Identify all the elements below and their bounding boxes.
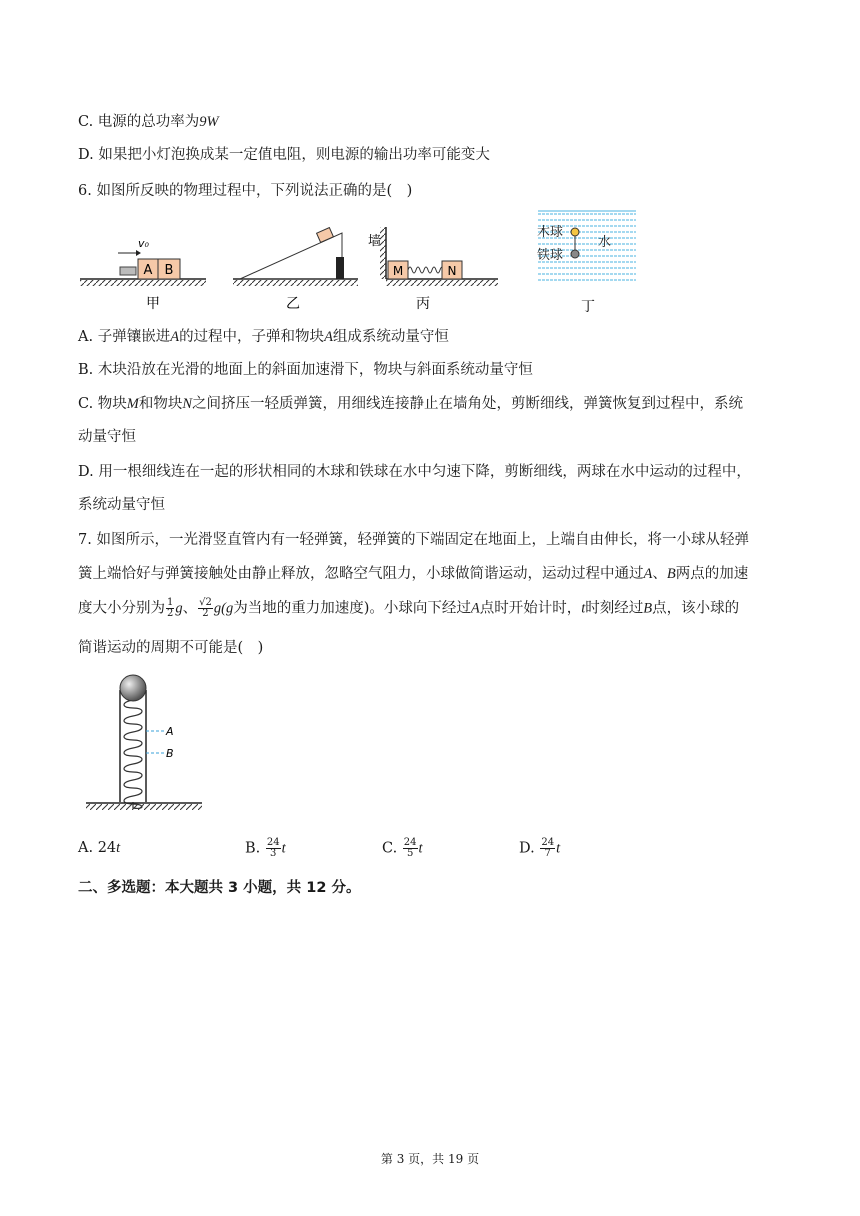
frac-den: 5 [406,848,414,859]
frac-num: 24 [266,837,280,848]
bullet-icon [120,267,136,275]
var-t: t [556,840,561,857]
label-bing: 丙 [416,296,430,312]
var-a: A [170,329,180,345]
diagram-bing [368,227,498,312]
var-t: t [418,840,423,857]
q7-stem-line4: 简谐运动的周期不可能是( ) [78,640,264,656]
ball [120,675,146,701]
q7-stem-line2 [78,564,748,584]
label-ding: 丁 [581,299,595,315]
opt-label: D. [519,840,540,857]
diagram-yi [233,228,358,312]
wood-ball [571,228,579,236]
q6-option-c-line1 [78,394,743,414]
point-b-label: B [166,747,174,760]
water-label: 水 [598,235,612,250]
q6-option-a [78,327,449,347]
q5c-value: 9 [199,114,207,130]
q7-option-b [245,838,286,859]
text-seg: 、 [652,566,667,582]
q7-option-c [382,838,423,859]
var-a: A [324,329,333,345]
block-a-label: A [143,263,153,278]
var-b: B [643,600,653,617]
opt-label: B. [245,840,265,857]
section-heading: 二、多选题：本大题共 3 小题，共 12 分。 [78,880,361,896]
text-seg: A. 子弹镶嵌进 [78,329,171,345]
iron-ball [571,250,579,258]
text-seg: 度大小分别为 [78,600,165,617]
arrow-right-icon [136,250,141,256]
text-seg: 、 [182,600,198,617]
wood-block [317,228,334,243]
q6-option-b: B. 木块沿放在光滑的地面上的斜面加速滑下，物块与斜面系统动量守恒 [78,362,533,378]
var-a: A [643,566,653,582]
diagram-ding [537,209,636,315]
wood-ball-label: 木球 [537,225,564,240]
label-jia: 甲 [146,296,160,312]
q7-stem-line1: 7. 如图所示，一光滑竖直管内有一轻弹簧，轻弹簧的下端固定在地面上，上端自由伸长，将一小球从轻弹 [78,532,749,548]
text-seg: 点，该小球的 [652,600,740,617]
text-seg: 时刻经过 [585,600,644,617]
v0-label: v₀ [138,237,149,250]
var-m: M [126,396,139,412]
q6-stem: 6. 如图所反映的物理过程中，下列说法正确的是( ) [78,183,413,199]
frac-num: 24 [541,837,555,848]
frac-den: 2 [202,608,209,619]
page-footer: 第 3 页，共 19 页 [380,1152,480,1166]
fraction-half [166,598,174,619]
text-seg: 点时开始计时， [479,600,582,617]
text-seg: 两点的加速 [675,566,749,582]
text-seg: 和物块 [138,396,183,412]
block-m-label: M [392,264,404,278]
opt-label: A. 24 [78,840,117,856]
fraction-root2-over-2 [198,598,213,619]
q7-figure [84,672,208,817]
label-yi: 乙 [286,296,300,312]
q6-option-c-line2: 动量守恒 [78,429,136,445]
incline-stop [336,257,344,279]
text-seg: 为当地的重力加速度)。小球向下经过 [233,600,471,617]
block-b-label: B [164,263,174,278]
diagram-jia [80,237,206,312]
q5-option-c [78,112,219,132]
iron-ball-label: 铁球 [537,248,564,263]
var-t: t [281,840,286,857]
var-g: g( [213,600,226,617]
q7-stem-line3 [78,598,739,619]
frac-num: √2 [199,597,212,608]
var-n: N [182,396,193,412]
opt-label: C. [382,840,402,857]
var-g: g [175,600,183,617]
q5-option-d: D. 如果把小灯泡换成某一定值电阻，则电源的输出功率可能变大 [78,147,490,163]
spring [124,700,142,808]
fraction [540,838,555,859]
text-seg: C. 物块 [78,396,127,412]
wall-label: 墙 [368,234,382,249]
frac-num: 24 [403,837,417,848]
frac-den: 3 [270,848,277,859]
var-b: B [666,566,676,582]
text-seg: 簧上端恰好与弹簧接触处由静止释放，忽略空气阻力，小球做简谐运动，运动过程中通过 [78,566,644,582]
var-a: A [470,600,480,617]
text-seg: 之间挤压一轻质弹簧，用细线连接静止在墙角处，剪断细线，弹簧恢复到过程中，系统 [192,396,744,412]
var-t: t [581,600,586,617]
q5c-text: C. 电源的总功率为 [78,114,200,130]
var-g: g [225,600,234,617]
text-seg: 的过程中，子弹和物块 [179,329,325,345]
frac-den: 2 [167,608,174,619]
frac-num: 1 [167,597,174,608]
frac-den: 7 [544,848,551,859]
text-seg: 组成系统动量守恒 [332,329,449,345]
fraction [403,838,418,859]
var-t: t [116,840,121,856]
q6-option-d-line1: D. 用一根细线连在一起的形状相同的木球和铁球在水中匀速下降，剪断细线，两球在水中运动的过程中， [78,464,751,480]
q6-figure [78,205,648,320]
fraction [266,838,281,859]
ground-hatch [86,804,202,810]
block-n-label: N [447,264,457,278]
q7-option-a [78,838,120,858]
water-area [538,209,636,281]
q7-option-d [519,838,560,859]
q6-option-d-line2: 系统动量守恒 [78,497,165,513]
point-a-label: A [166,725,174,738]
q5c-unit: W [206,114,219,130]
